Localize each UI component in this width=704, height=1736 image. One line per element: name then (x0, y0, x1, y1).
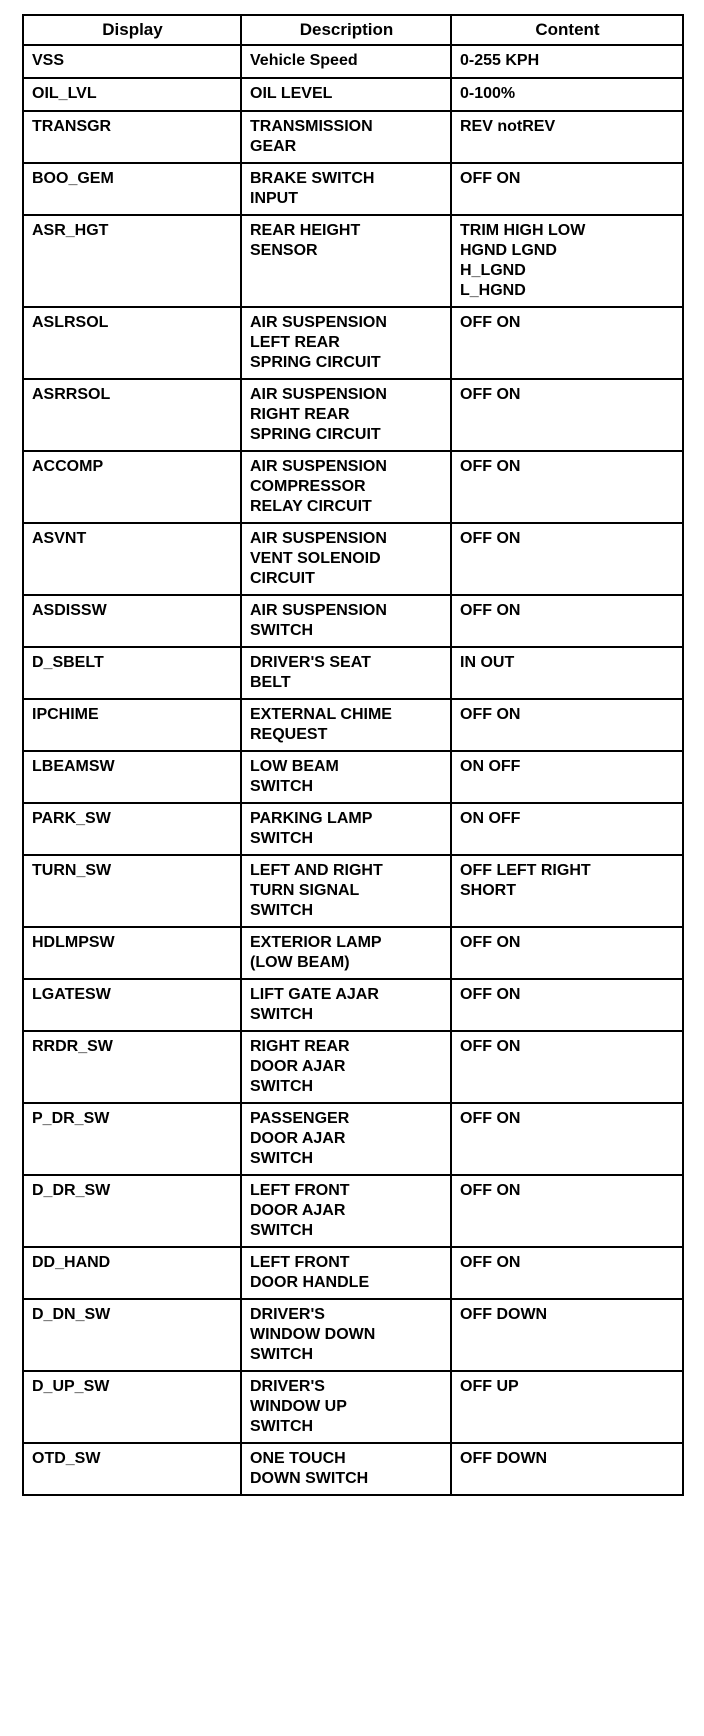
display-cell: ASR_HGT (23, 215, 241, 307)
content-cell: ON OFF (451, 803, 683, 855)
display-cell: LGATESW (23, 979, 241, 1031)
content-cell: OFF ON (451, 307, 683, 379)
description-cell: EXTERNAL CHIME REQUEST (241, 699, 451, 751)
description-cell: LIFT GATE AJAR SWITCH (241, 979, 451, 1031)
table-row (23, 1299, 683, 1371)
display-cell: LBEAMSW (23, 751, 241, 803)
display-cell: ACCOMP (23, 451, 241, 523)
description-cell: AIR SUSPENSION COMPRESSOR RELAY CIRCUIT (241, 451, 451, 523)
content-cell: OFF ON (451, 595, 683, 647)
display-cell: TURN_SW (23, 855, 241, 927)
table-row (23, 927, 683, 979)
table-row (23, 379, 683, 451)
content-cell: IN OUT (451, 647, 683, 699)
description-cell: REAR HEIGHT SENSOR (241, 215, 451, 307)
content-cell: 0-255 KPH (451, 45, 683, 78)
display-cell: OIL_LVL (23, 78, 241, 111)
display-cell: ASDISSW (23, 595, 241, 647)
display-cell: ASRRSOL (23, 379, 241, 451)
table-row (23, 451, 683, 523)
display-cell: TRANSGR (23, 111, 241, 163)
description-cell: RIGHT REAR DOOR AJAR SWITCH (241, 1031, 451, 1103)
table-row (23, 1103, 683, 1175)
description-cell: PASSENGER DOOR AJAR SWITCH (241, 1103, 451, 1175)
description-cell: BRAKE SWITCH INPUT (241, 163, 451, 215)
content-cell: ON OFF (451, 751, 683, 803)
description-cell: LEFT AND RIGHT TURN SIGNAL SWITCH (241, 855, 451, 927)
description-cell: LEFT FRONT DOOR AJAR SWITCH (241, 1175, 451, 1247)
table-row (23, 78, 683, 111)
content-cell: OFF ON (451, 379, 683, 451)
table-row (23, 163, 683, 215)
description-cell: LEFT FRONT DOOR HANDLE (241, 1247, 451, 1299)
table-row (23, 803, 683, 855)
header-description: Description (241, 15, 451, 45)
table-row (23, 647, 683, 699)
content-cell: OFF UP (451, 1371, 683, 1443)
description-cell: Vehicle Speed (241, 45, 451, 78)
content-cell: OFF ON (451, 1247, 683, 1299)
table-row (23, 215, 683, 307)
display-cell: D_UP_SW (23, 1371, 241, 1443)
description-cell: AIR SUSPENSION LEFT REAR SPRING CIRCUIT (241, 307, 451, 379)
content-cell: OFF ON (451, 927, 683, 979)
content-cell: OFF ON (451, 523, 683, 595)
content-cell: OFF ON (451, 1103, 683, 1175)
content-cell: 0-100% (451, 78, 683, 111)
table-row (23, 855, 683, 927)
display-cell: VSS (23, 45, 241, 78)
content-cell: OFF ON (451, 163, 683, 215)
table-header (23, 15, 683, 45)
description-cell: AIR SUSPENSION SWITCH (241, 595, 451, 647)
table-row (23, 751, 683, 803)
description-cell: DRIVER'S SEAT BELT (241, 647, 451, 699)
content-cell: REV notREV (451, 111, 683, 163)
content-cell: OFF ON (451, 1031, 683, 1103)
content-cell: OFF ON (451, 699, 683, 751)
table-row (23, 523, 683, 595)
description-cell: ONE TOUCH DOWN SWITCH (241, 1443, 451, 1495)
content-cell: TRIM HIGH LOW HGND LGND H_LGND L_HGND (451, 215, 683, 307)
content-cell: OFF ON (451, 1175, 683, 1247)
display-cell: OTD_SW (23, 1443, 241, 1495)
description-cell: PARKING LAMP SWITCH (241, 803, 451, 855)
description-cell: DRIVER'S WINDOW UP SWITCH (241, 1371, 451, 1443)
content-cell: OFF DOWN (451, 1443, 683, 1495)
table-row (23, 595, 683, 647)
display-cell: RRDR_SW (23, 1031, 241, 1103)
description-cell: AIR SUSPENSION VENT SOLENOID CIRCUIT (241, 523, 451, 595)
content-cell: OFF ON (451, 979, 683, 1031)
display-cell: BOO_GEM (23, 163, 241, 215)
signal-table (22, 14, 684, 1496)
description-cell: TRANSMISSION GEAR (241, 111, 451, 163)
description-cell: EXTERIOR LAMP (LOW BEAM) (241, 927, 451, 979)
display-cell: ASVNT (23, 523, 241, 595)
header-content: Content (451, 15, 683, 45)
content-cell: OFF LEFT RIGHT SHORT (451, 855, 683, 927)
header-row (23, 15, 683, 45)
table-row (23, 699, 683, 751)
table-row (23, 1443, 683, 1495)
table-row (23, 1247, 683, 1299)
display-cell: IPCHIME (23, 699, 241, 751)
display-cell: D_DN_SW (23, 1299, 241, 1371)
table-row (23, 45, 683, 78)
table-row (23, 111, 683, 163)
display-cell: P_DR_SW (23, 1103, 241, 1175)
table-row (23, 307, 683, 379)
header-display: Display (23, 15, 241, 45)
description-cell: LOW BEAM SWITCH (241, 751, 451, 803)
display-cell: D_DR_SW (23, 1175, 241, 1247)
description-cell: OIL LEVEL (241, 78, 451, 111)
description-cell: AIR SUSPENSION RIGHT REAR SPRING CIRCUIT (241, 379, 451, 451)
display-cell: D_SBELT (23, 647, 241, 699)
display-cell: PARK_SW (23, 803, 241, 855)
content-cell: OFF DOWN (451, 1299, 683, 1371)
table-row (23, 1031, 683, 1103)
display-cell: HDLMPSW (23, 927, 241, 979)
table-row (23, 1371, 683, 1443)
description-cell: DRIVER'S WINDOW DOWN SWITCH (241, 1299, 451, 1371)
display-cell: DD_HAND (23, 1247, 241, 1299)
content-cell: OFF ON (451, 451, 683, 523)
table-body (23, 45, 683, 1495)
table-row (23, 979, 683, 1031)
table-row (23, 1175, 683, 1247)
display-cell: ASLRSOL (23, 307, 241, 379)
